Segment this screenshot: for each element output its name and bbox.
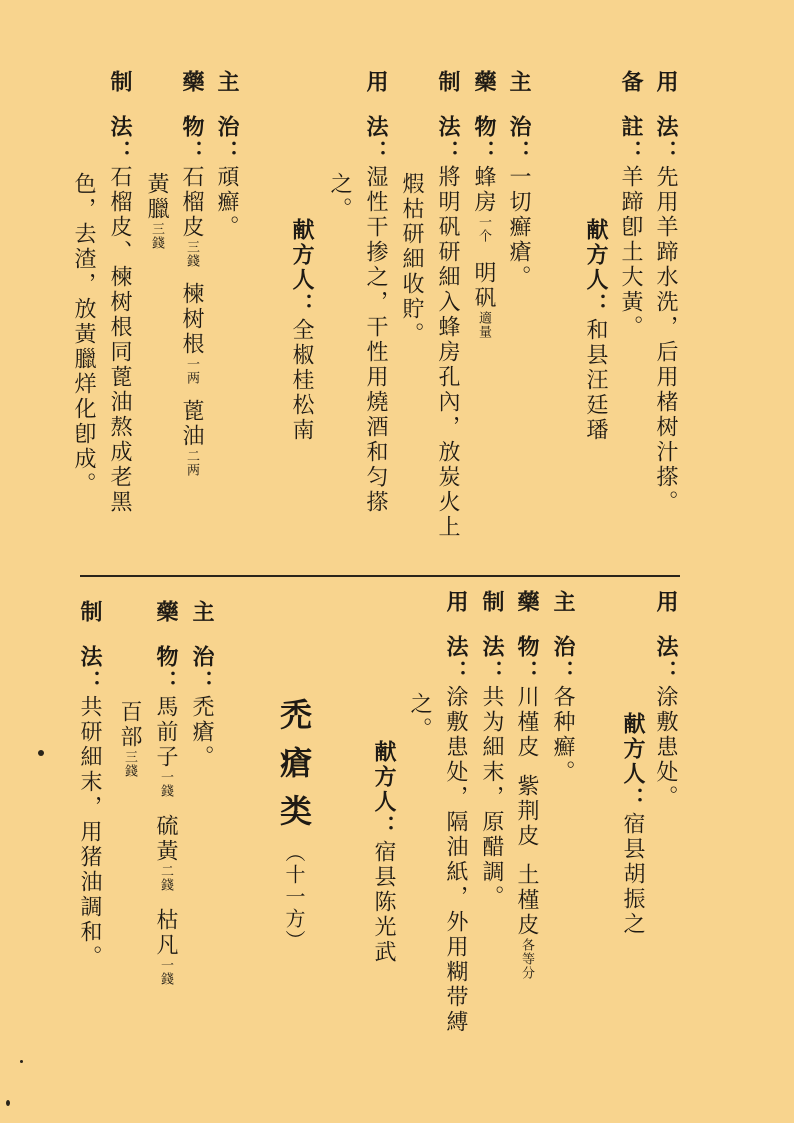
scan-speck [20,1060,23,1063]
bottom-medicine-3: 藥物：馬前子一錢硫黃二錢枯凡一錢 [153,600,178,986]
top-medicine-3-cont: 黃臘三錢 [144,172,169,250]
top-note-1: 备註：羊蹄卽土大黃。 [618,70,643,340]
top-treat-3: 主治：頑癬。 [214,70,239,240]
bottom-treat-2: 主治：各种癬。 [550,590,575,785]
bottom-medicine-2: 藥物：川槿皮紫荆皮土槿皮各等分 [514,590,539,980]
top-usage-2-cont: 之。 [327,172,352,222]
bottom-usage-2-cont: 之。 [407,692,432,742]
section-divider [80,575,680,577]
bottom-prep-2: 制法：共为細末，原醋調。 [479,590,504,910]
scan-speck [6,1100,10,1106]
top-usage-2: 用法：湿性干掺之，干性用燒酒和匀搽 [363,70,388,515]
top-prep-3: 制法：石榴皮、楝树根同蓖油熬成老黑 [107,70,132,515]
top-prep-2: 制法：將明矾研細入蜂房孔內，放炭火上 [435,70,460,540]
section-title: 禿瘡类（十一方） [275,698,313,952]
scan-speck [38,750,44,756]
bottom-prep-3: 制法：共研細末，用猪油調和。 [77,600,102,970]
section-count: （十一方） [282,842,306,952]
bottom-usage-2: 用法：涂敷患处，隔油紙，外用糊带縛 [443,590,468,1035]
top-donor-2: 献方人：全椒桂松南 [289,218,314,443]
bottom-treat-3: 主治：禿瘡。 [189,600,214,770]
top-prep-2-cont: 煆枯研細收貯。 [399,172,424,347]
bottom-medicine-3-cont: 百部三錢 [117,700,142,778]
top-medicine-3: 藥物：石榴皮三錢楝树根一两蓖油二两 [179,70,204,477]
top-prep-3-cont: 色，去渣，放黃臘烊化卽成。 [71,172,96,497]
top-usage-1: 用法：先用羊蹄水洗，后用楮树汁搽。 [653,70,678,515]
bottom-donor-1: 献方人：宿县胡振之 [620,712,645,937]
bottom-usage-1: 用法：涂敷患处。 [653,590,678,810]
bottom-donor-2: 献方人：宿县陈光武 [371,740,396,965]
top-donor-1: 献方人：和县汪廷璠 [583,218,608,443]
top-medicine-2: 藥物：蜂房一个明矾適量 [471,70,496,339]
top-treat-2: 主治：一切癬瘡。 [506,70,531,290]
